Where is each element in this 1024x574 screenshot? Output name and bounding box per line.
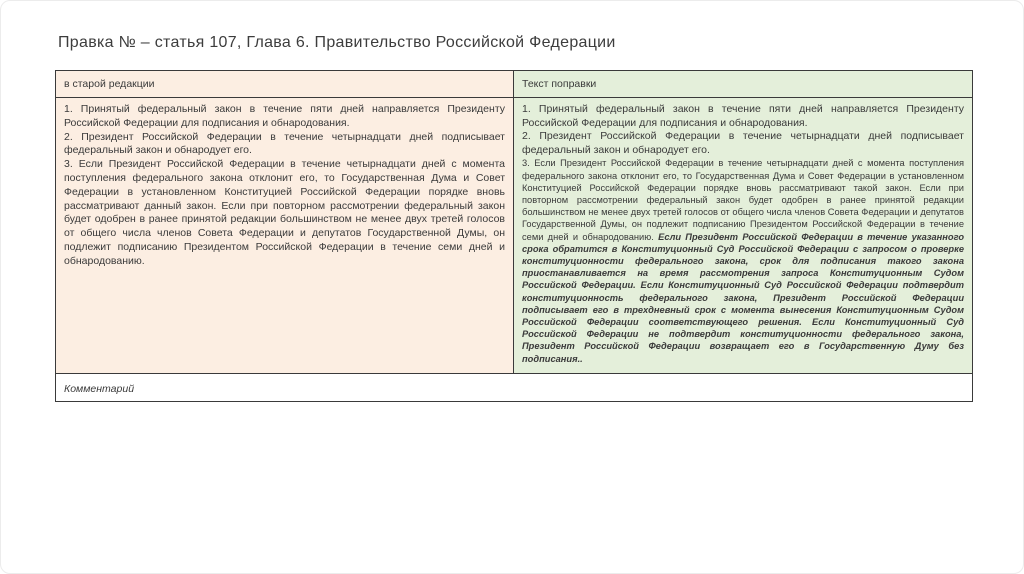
old-version-paragraph-3: 3. Если Президент Российской Федерации в течение четырнадцати дней с момента поступления федерального закона отклонит его, то Государственная Дума и Совет Федерации в установленном Конституцией Российской Федерации порядке вновь рассматривают данный закон. Если при повторном рассмотрении федеральный закон будет одобрен в ранее принятой редакции большинством не менее двух третей голосов от общего числа членов Совета Федерации и депутатов Государственной Думы, он подлежит подписанию Президентом Российской Федерации в течение семи дней и обнародованию. [64,158,505,267]
amendment-paragraph-3 [522,157,964,364]
old-version-paragraph-2: 2. Президент Российской Федерации в течение четырнадцати дней подписывает федеральный закон и обнародует его. [64,130,505,157]
comment-row [56,374,972,401]
amendment-added-text: Если Президент Российской Федерации в течение указанного срока обратится в Конституционный Суд Российской Федерации с запросом о проверке конституционности федерального закона, срок для подписания такого закона приостанавливается на время рассмотрения запроса Конституционным Судом Российской Федерации. Если Конституционный Суд Российской Федерации подтвердит конституционность федерального закона, Президент Российской Федерации подписывает его в трехдневный срок с момента вынесения Конституционным Судом Российской Федерации соответствующего решения. Если Конституционный Суд Российской Федерации не подтвердит конституционности федерального закона, Президент Российской Федерации возвращает его в Государственную Думу без подписания.. [522,231,964,364]
old-version-paragraph-1: 1. Принятый федеральный закон в течение пяти дней направляется Президенту Российской Федерации для подписания и обнародования. [64,103,505,129]
amendment-paragraph-3-unchanged: 3. Если Президент Российской Федерации в течение четырнадцати дней с момента поступления федерального закона отклонит его, то Государственная Дума и Совет Федерации в установленном Конституцией Российской Федерации порядке вновь рассматривают такой закон. Если при повторном рассмотрении федеральный закон будет одобрен в ранее принятой редакции большинством не менее двух третей голосов от общего числа членов Совета Федерации и депутатов Государственной Думы, он подлежит подписанию Президентом Российской Федерации в течение семи дней и обнародованию. [522,158,964,242]
page-title: Правка № – статья 107, Глава 6. Правительство Российской Федерации [58,34,616,51]
comparison-table [55,70,973,402]
old-version-cell [56,98,514,373]
old-version-column-header: в старой редакции [56,71,514,97]
amendment-cell [514,98,972,373]
table-body-row [56,98,972,374]
amendment-paragraph-1: 1. Принятый федеральный закон в течение пяти дней направляется Президенту Российской Федерации для подписания и обнародования. [522,103,964,129]
amendment-paragraph-2: 2. Президент Российской Федерации в течение четырнадцати дней подписывает федеральный закон и обнародует его. [522,130,964,156]
amendment-column-header: Текст поправки [514,71,972,97]
comment-label: Комментарий [64,382,135,395]
table-header-row [56,71,972,98]
comment-cell [56,374,972,401]
